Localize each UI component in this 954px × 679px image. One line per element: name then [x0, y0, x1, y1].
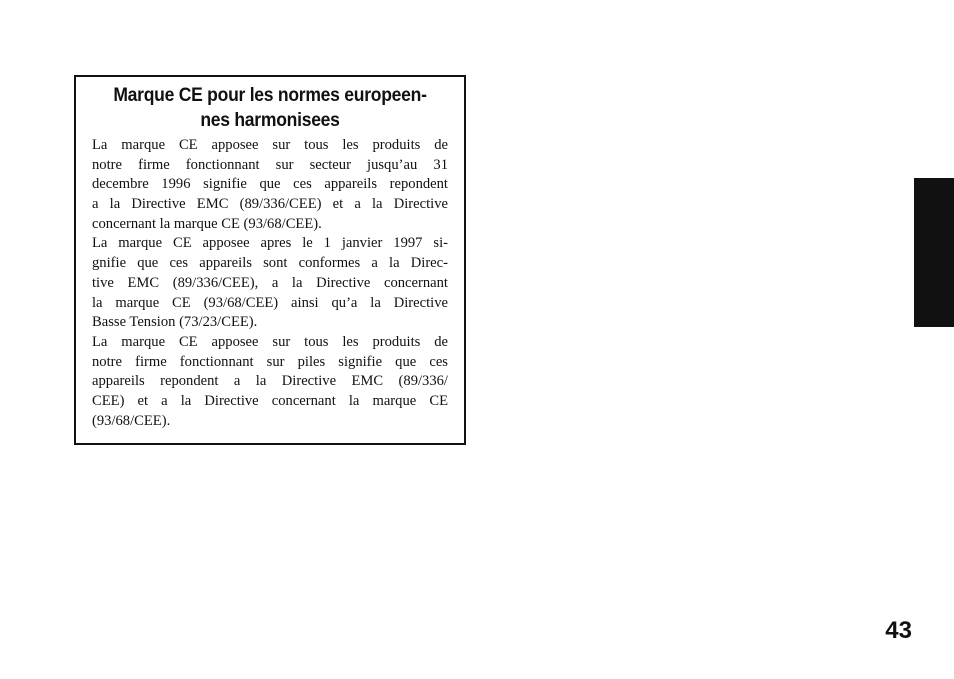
ce-notice-box: [74, 75, 466, 445]
p3-line-1: La marque CE apposee sur tous les produits de: [92, 333, 448, 350]
title-line-2: nes harmonisees: [200, 109, 340, 131]
p3-line-3: appareils repondent a la Directive EMC (89/336/: [92, 373, 448, 390]
section-tab-marker: [914, 178, 954, 327]
title-line-1: Marque CE pour les normes europeen-: [113, 84, 427, 106]
p3-line-2: notre firme fonctionnant sur piles signifie que ces: [92, 353, 448, 370]
notice-title: [110, 83, 430, 133]
p2-line-1: La marque CE apposee apres le 1 janvier 1997 si-: [92, 235, 448, 252]
p1-line-3: decembre 1996 signifie que ces appareils repondent: [92, 176, 448, 193]
p2-line-3: tive EMC (89/336/CEE), a la Directive concernant: [92, 274, 448, 291]
p3-line-4: CEE) et a la Directive concernant la marque CE: [92, 392, 448, 409]
p1-line-1: La marque CE apposee sur tous les produits de: [92, 137, 448, 153]
p1-line-5: concernant la marque CE (93/68/CEE).: [92, 215, 322, 232]
p3-line-5: (93/68/CEE).: [92, 412, 171, 429]
p2-line-5: Basse Tension (73/23/CEE).: [92, 314, 258, 331]
notice-body: [92, 136, 448, 431]
p1-line-4: a la Directive EMC (89/336/CEE) et a la Directive: [92, 196, 448, 213]
p1-line-2: notre firme fonctionnant sur secteur jusqu’au 31: [92, 156, 448, 173]
page-number: 43: [885, 617, 912, 644]
p2-line-2: gnifie que ces appareils sont conformes a la Direc-: [92, 255, 448, 272]
p2-line-4: la marque CE (93/68/CEE) ainsi qu’a la Directive: [92, 294, 448, 311]
